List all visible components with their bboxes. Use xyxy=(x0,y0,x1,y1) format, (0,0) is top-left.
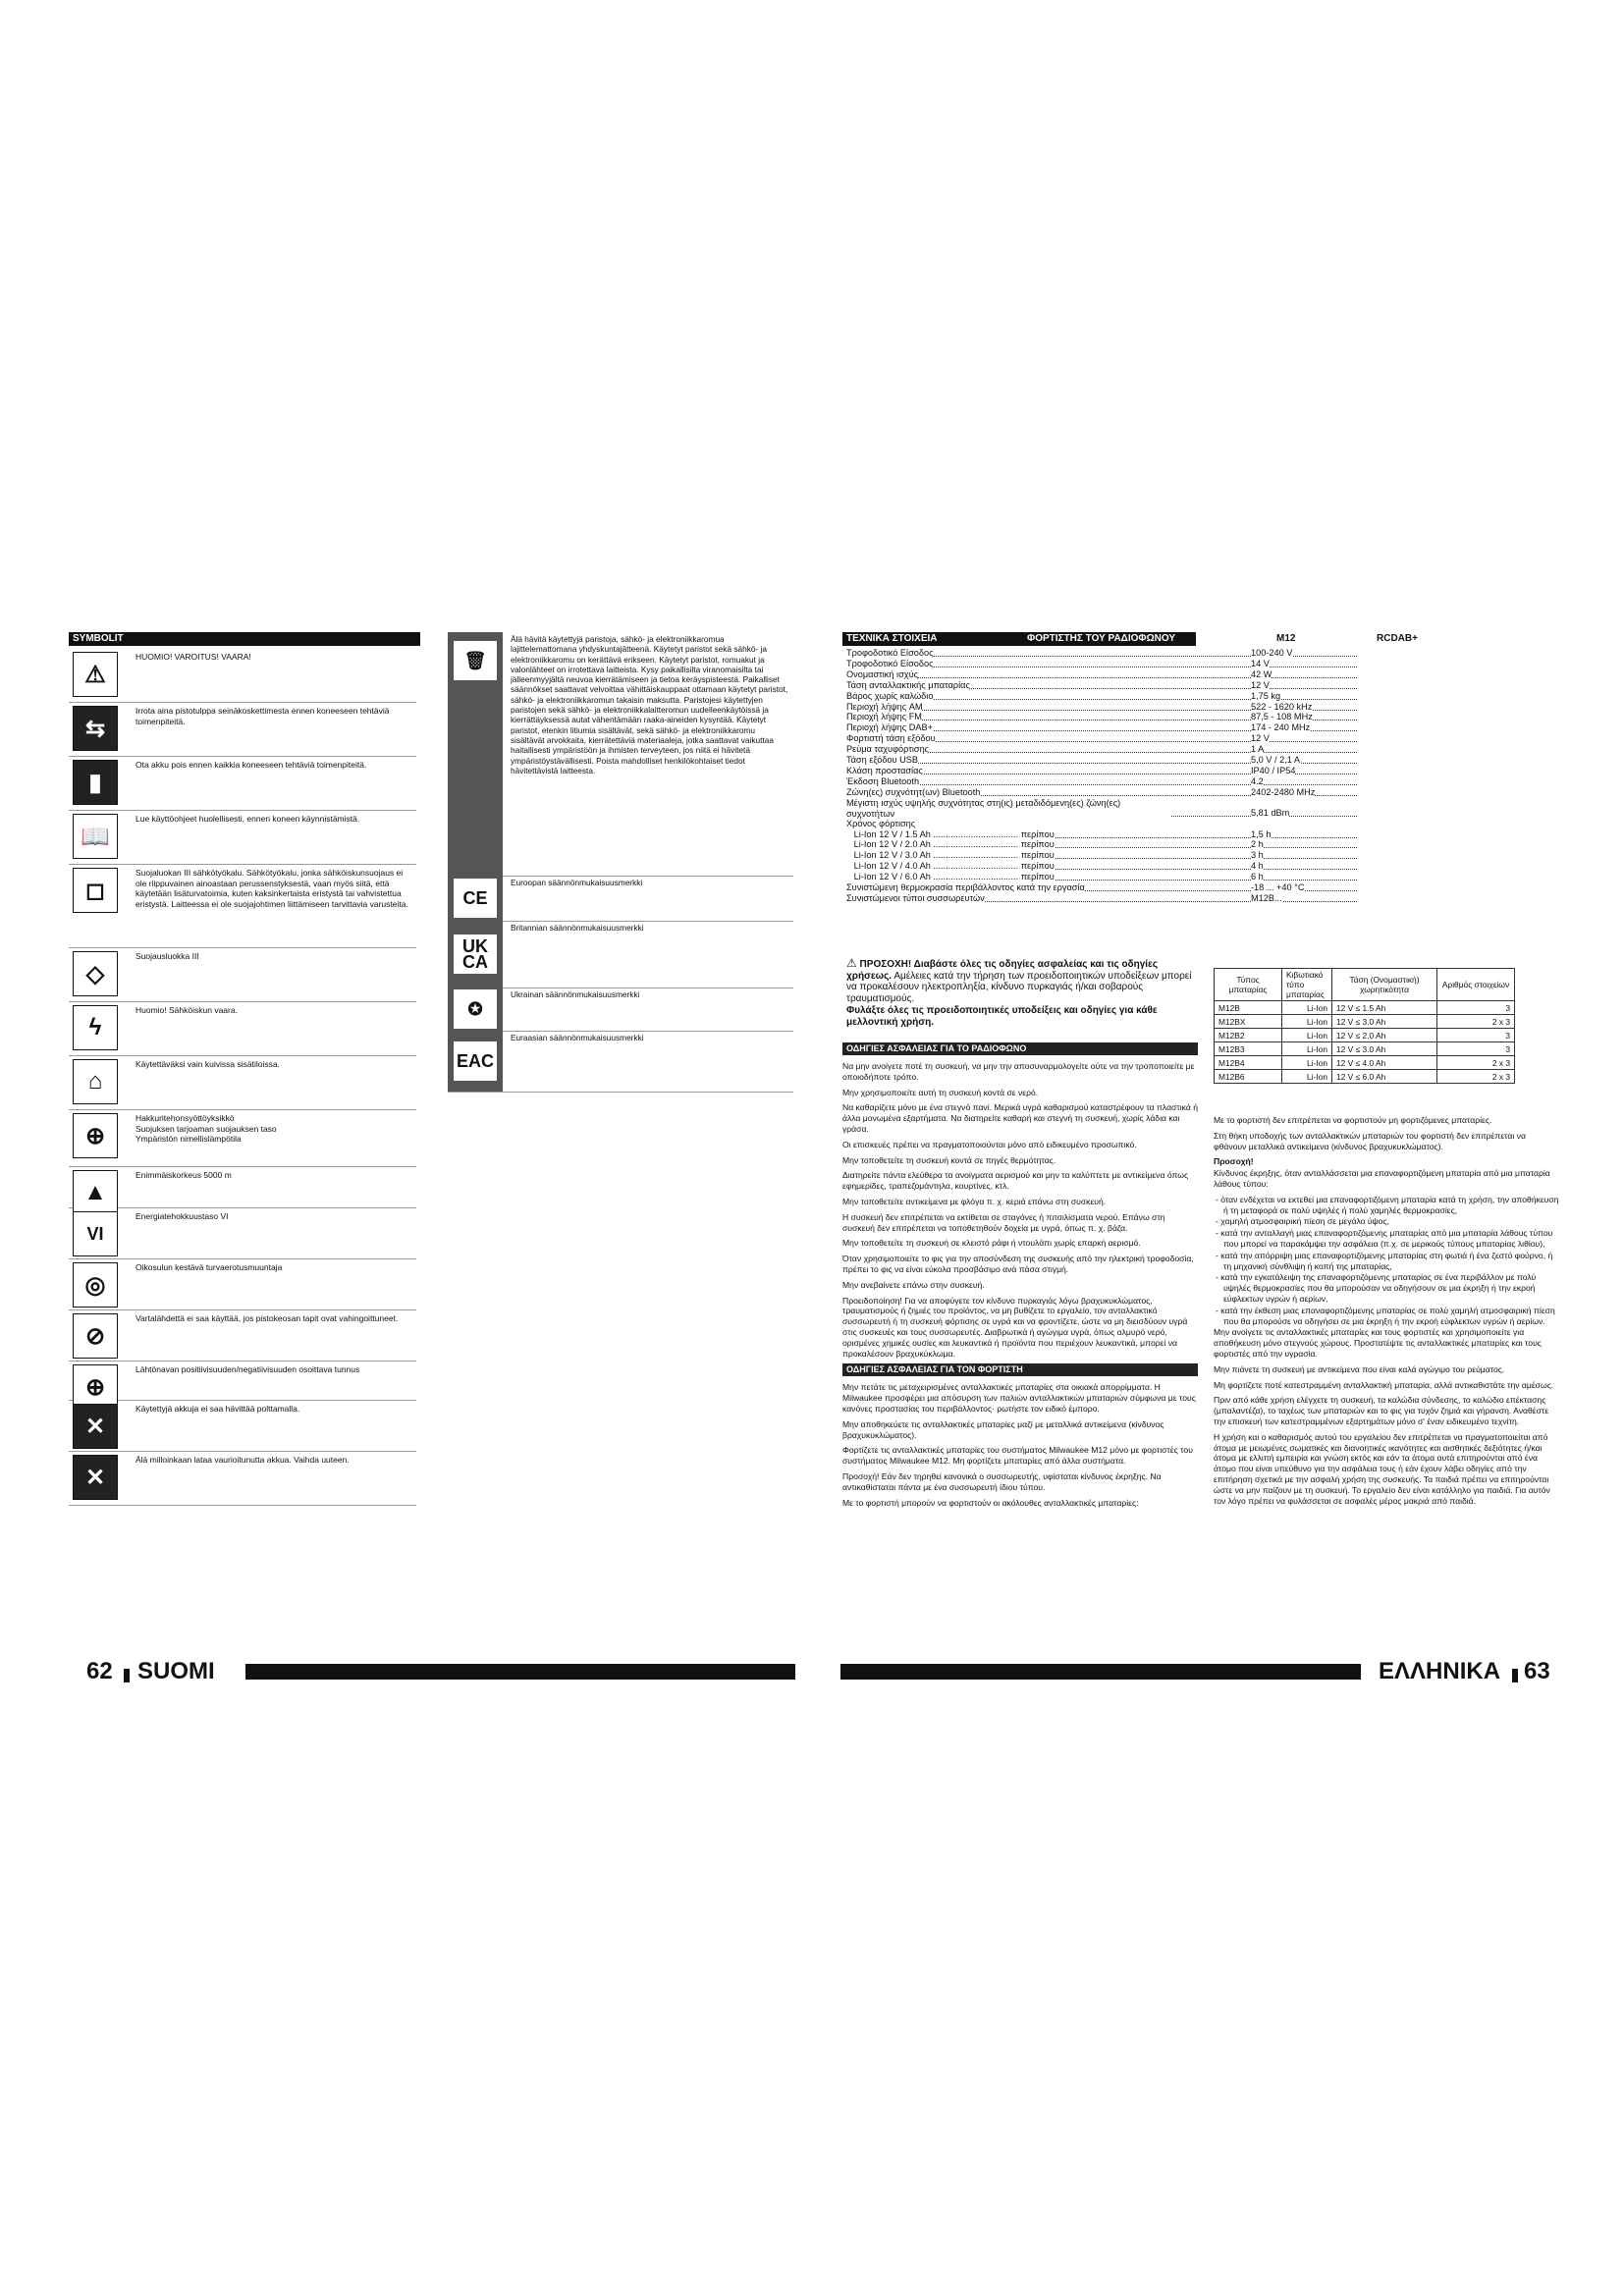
charger-section-title: ΟΔΗΓΙΕΣ ΑΣΦΑΛΕΙΑΣ ΓΙΑ ΤΟΝ ΦΟΡΤΙΣΤΗ xyxy=(842,1363,1198,1376)
symbol-row xyxy=(448,632,793,877)
symbol-text: Huomio! Sähköiskun vaara. xyxy=(135,1005,238,1015)
symbol-row xyxy=(69,864,416,948)
paragraph: Η χρήση και ο καθαρισμός αυτού του εργαλείου δεν επιτρέπεται να πραγματοποιείται από άτομα με μειωμένες σωματικές και διανοητικές ικανότητες και αισθητικές δεξιότητες ή/και άτομα με ελλιπή εμπειρία και γνώση εκτός και εάν τα άτομα αυτά επιτηρούνται από ένα άτομο που είναι υπεύθυνο για την ασφάλεια τους ή εάν έχουν λάβει οδηγίες από την επιτήρηση σχετικά με την ασφαλή χρήση της συσκευής. Τα παιδιά πρέπει να επιτηρούνται ώστε να μην παίζουν με τη συσκευή. Το εργαλείο δεν είναι κατάλληλο για παιδιά. Για αυτόν τον λόγο πρέπει να φυλάσσεται σε ασφαλές μέρος μακριά από παιδιά. xyxy=(1214,1431,1550,1506)
spec-row xyxy=(846,648,1357,659)
spec-value: 4 h xyxy=(1251,861,1264,872)
table-cell: M12B2 xyxy=(1215,1029,1282,1042)
spec-row xyxy=(846,872,1357,882)
paragraph: - χαμηλή ατμοσφαιρική πίεση σε μεγάλο ύψος, xyxy=(1216,1216,1389,1227)
table-cell: 12 V ≤ 1.5 Ah xyxy=(1332,1001,1437,1015)
paragraph: Μην τοποθετείτε τη συσκευή κοντά σε πηγές θερμότητας. xyxy=(842,1154,1056,1165)
spec-row xyxy=(846,712,1357,722)
warning-title: ΠΡΟΣΟΧΗ! Διαβάστε όλες τις οδηγίες ασφαλείας και τις οδηγίες χρήσεως. xyxy=(846,959,1159,982)
table-row xyxy=(1215,1070,1515,1084)
paragraph: Μην αποθηκεύετε τις ανταλλακτικές μπαταρίες μαζί με μεταλλικά αντικείμενα (κίνδυνος βραχυκυκλώματος). xyxy=(842,1418,1164,1440)
spec-row xyxy=(846,819,1357,829)
table-cell: 12 V ≤ 4.0 Ah xyxy=(1332,1056,1437,1070)
page-number: 62 xyxy=(86,1658,113,1684)
safety-transformer-icon: ◎ xyxy=(73,1262,118,1308)
symbol-row xyxy=(448,876,793,922)
symbol-text: Euroopan säännönmukaisuusmerkki xyxy=(511,878,643,887)
symbol-row xyxy=(69,1309,416,1362)
paragraph: Η συσκευή δεν επιτρέπεται να εκτίθεται σε σταγόνες ή πιτσιλίσματα νερού. Επάνω στη συσκευή δεν επιτρέπεται να τοποθετηθούν δοχεία με υγρά, όπως π. χ. βάζα. xyxy=(842,1211,1165,1233)
table-cell: Li-Ion xyxy=(1282,1070,1332,1084)
symbol-row xyxy=(69,1400,416,1452)
warning-text: Αμέλειες κατά την τήρηση των προειδοποιητικών υποδείξεων μπορεί να προκαλέσουν ηλεκτροπληξία, κίνδυνο πυρκαγιάς ή/και σοβαρούς τραυματισμούς. xyxy=(846,970,1192,1004)
radio-safety-column xyxy=(842,1039,1198,1513)
table-cell: Li-Ion xyxy=(1282,1029,1332,1042)
symbol-text: Lue käyttöohjeet huolellisesti, ennen koneen käynnistämistä. xyxy=(135,814,360,824)
symbol-row xyxy=(69,1109,416,1167)
spec-row xyxy=(846,755,1357,766)
no-wall-socket-icon: ⊘ xyxy=(73,1313,118,1359)
spec-label: Li-Ion 12 V / 4.0 Ah .................................. περίπου xyxy=(846,861,1055,872)
spec-row xyxy=(846,691,1357,702)
spec-label: Έκδοση Bluetooth xyxy=(846,775,920,786)
ukraine-mark-icon: ✪ xyxy=(448,988,503,1031)
spec-value: 5,81 dBm xyxy=(1251,807,1290,818)
spec-value: 42 W xyxy=(1251,668,1272,679)
battery-remove-icon: ▮ xyxy=(73,760,118,805)
manual-book-icon: 📖 xyxy=(73,814,118,859)
paragraph: Μην τοποθετείτε αντικείμενα με φλόγα π. χ. κεριά επάνω στη συσκευή. xyxy=(842,1196,1107,1206)
spec-value: 6 h xyxy=(1251,872,1264,882)
table-cell: 12 V ≤ 3.0 Ah xyxy=(1332,1015,1437,1029)
spec-row xyxy=(846,744,1357,755)
paragraph: - κατά την έκθεση μιας επαναφορτιζόμενης μπαταρίας σε πολύ χαμηλή ατμοσφαιρική πίεση που θα μπορούσε να οδηγήσει σε μια έκρηξη ή την εκροή εύφλεκτων υγρών ή αερίων. xyxy=(1216,1305,1555,1326)
warning-keep: Φυλάξτε όλες τις προειδοποιητικές υποδείξεις και οδηγίες για κάθε μελλοντική χρήση. xyxy=(846,1005,1158,1028)
spec-row xyxy=(846,776,1357,787)
symbol-text: Britannian säännönmukaisuusmerkki xyxy=(511,923,644,933)
spec-label: Μέγιστη ισχύς υψηλής συχνότητας στη(ις) μεταδιδόμενη(ες) ζώνη(ες) συχνοτήτων xyxy=(846,798,1170,819)
symbol-row xyxy=(69,1166,416,1208)
paragraph: Μην πιάνετε τη συσκευή με αντικείμενα που είναι καλά αγώγιμο του ρεύματος. xyxy=(1214,1363,1505,1374)
no-charge-damaged-icon: ✕ xyxy=(73,1455,118,1500)
symbol-row xyxy=(448,921,793,988)
weee-bin-icon: 🗑 xyxy=(448,632,503,876)
footer-language: SUOMI xyxy=(137,1658,215,1684)
symbol-row xyxy=(69,1001,416,1056)
table-cell: M12B xyxy=(1215,1001,1282,1015)
spec-label: Συνιστώμενοι τύποι συσσωρευτών xyxy=(846,892,985,903)
spec-label: Περιοχή λήψης AM xyxy=(846,701,923,712)
symbol-row xyxy=(69,702,416,757)
symbol-text: Käytettyjä akkuja ei saa hävittää polttamalla. xyxy=(135,1404,300,1414)
symbol-row xyxy=(69,648,416,703)
table-header: Κιβωτιακό τύπο μπαταρίας xyxy=(1282,969,1332,1001)
spec-value: 12 V xyxy=(1251,679,1270,690)
eac-mark-icon: EAC xyxy=(448,1031,503,1092)
table-cell: 2 x 3 xyxy=(1437,1070,1515,1084)
spec-row xyxy=(846,659,1357,669)
paragraph: Προειδοποίηση! Για να αποφύγετε τον κίνδυνο πυρκαγιάς λόγω βραχυκυκλώματος, τραυματισμούς ή ζημιές του προϊόντος, να μη βυθίζετε το εργαλείο, τον ανταλλακτικό συσσωρευτή ή τη συσκευή φόρτισης σε υγρά και να φροντίζετε, ώστε να μη διεισδύουν υγρά στις συσκευές και τους συσσωρευτές. Διαβρωτικά ή αγώγιμα υγρά, όπως αλμυρό νερό, ορισμένες χημικές ουσίες και λευκαντικά ή προϊόντα που περιέχουν λευκαντικά, μπορεί να προκαλέσουν βραχυκύκλωμα. xyxy=(842,1295,1188,1359)
symbol-text: Ukrainan säännönmukaisuusmerkki xyxy=(511,989,640,999)
symbol-row xyxy=(448,1031,793,1093)
spec-label: Τροφοδοτικό Είσοδος xyxy=(846,658,934,668)
paragraph: Να καθαρίζετε μόνο με ένα στεγνό πανί. Μερικά υγρά καθαρισμού καταστρέφουν τα πλαστικά ή άλλα μονωμένα εξαρτήματα. Να διατηρείτε καθαρή και στεγνή τη συσκευή, χωρίς λάδια και γράσα. xyxy=(842,1102,1198,1134)
spec-header xyxy=(842,632,1196,646)
table-cell: 3 xyxy=(1437,1001,1515,1015)
table-cell: 12 V ≤ 2.0 Ah xyxy=(1332,1029,1437,1042)
warning-block xyxy=(846,958,1196,1028)
paragraph: Με το φορτιστή δεν επιτρέπεται να φορτιστούν μη φορτιζόμενες μπαταρίες. xyxy=(1214,1115,1492,1125)
spec-label: Χρόνος φόρτισης xyxy=(846,818,916,828)
spec-value: 100-240 V xyxy=(1251,648,1293,658)
symbol-text: Enimmäiskorkeus 5000 m xyxy=(135,1170,232,1180)
symbol-row xyxy=(69,947,416,1002)
indoor-house-icon: ⌂ xyxy=(73,1059,118,1104)
spec-label: Ζώνη(ες) συχνότητ(ων) Bluetooth xyxy=(846,786,981,797)
spec-label: Τάση εξόδου USB xyxy=(846,755,919,765)
battery-table xyxy=(1214,968,1515,1084)
ukca-mark-icon: UK CA xyxy=(448,921,503,988)
spec-value: 87,5 - 108 MHz xyxy=(1251,712,1313,722)
paragraph: Να μην ανοίγετε ποτέ τη συσκευή, να μην την αποσυναρμολογείτε ούτε να την τροποποιείτε με οποιοδήποτε τρόπο. xyxy=(842,1061,1195,1082)
spec-row xyxy=(846,722,1357,733)
spec-label: Ονομαστική ισχύς xyxy=(846,668,919,679)
spec-row xyxy=(846,850,1357,861)
table-header: Τύπος μπαταρίας xyxy=(1215,969,1282,1001)
spec-value: 14 V xyxy=(1251,658,1270,668)
spec-row xyxy=(846,829,1357,840)
unplug-icon: ⇆ xyxy=(73,706,118,751)
table-header: Αριθμός στοιχείων xyxy=(1437,969,1515,1001)
spec-row xyxy=(846,702,1357,713)
table-cell: 3 xyxy=(1437,1029,1515,1042)
spec-row xyxy=(846,882,1357,893)
spec-label: Περιοχή λήψης DAB+ xyxy=(846,722,933,733)
table-cell: 12 V ≤ 3.0 Ah xyxy=(1332,1042,1437,1056)
class-iii-square-icon: ◻ xyxy=(73,868,118,913)
symbol-text: Hakkuritehonsyöttöyksikkö Suojuksen tarjoaman suojauksen taso Ympäristön nimellislämpötila xyxy=(135,1113,277,1144)
paragraph: Μην ανοίγετε τις ανταλλακτικές μπαταρίες και τους φορτιστές και χρησιμοποιείτε για αποθήκευση μόνο στεγνούς χώρους. Προστατέψτε τις ανταλλακτικές μπαταρίες και τους φορτιστές από την υγρασία. xyxy=(1214,1327,1542,1359)
spec-value: 174 - 240 MHz xyxy=(1251,722,1311,733)
spec-label: Περιοχή λήψης FM xyxy=(846,712,922,722)
spec-value: 4.2 xyxy=(1251,775,1264,786)
paragraph: Πριν από κάθε χρήση ελέγχετε τη συσκευή, τα καλώδια σύνδεσης, το καλώδιο επέκτασης (μπαλαντέζα), το ταχέως των μπαταριών και το φις για τυχόν ζημιά και γήρανση. Αναθέστε την επισκευή των κατεστραμμένων εξαρτημάτων μόνο σ' έναν ειδικευμένο τεχνίτη. xyxy=(1214,1395,1549,1426)
paragraph: Μην τοποθετείτε τη συσκευή σε κλειστό ράφι ή ντουλάπι χωρίς επαρκή αερισμό. xyxy=(842,1238,1141,1249)
temperature-globe-icon: ⊕ xyxy=(73,1113,118,1158)
symbol-text: Lähtönavan positiivisuuden/negatiivisuuden osoittava tunnus xyxy=(135,1364,360,1374)
spec-value: 5,0 V / 2,1 A xyxy=(1251,755,1301,765)
efficiency-vi-icon: VI xyxy=(73,1211,118,1256)
spec-row xyxy=(846,680,1357,691)
symbol-text: Energiatehokkuustaso VI xyxy=(135,1211,229,1221)
spec-label: Li-Ion 12 V / 2.0 Ah .................................. περίπου xyxy=(846,839,1055,850)
spec-row xyxy=(846,787,1357,798)
warning-icon: ⚠ xyxy=(846,956,857,970)
spec-row xyxy=(846,861,1357,872)
symbol-text: Oikosulun kestävä turvaerotusmuuntaja xyxy=(135,1262,283,1272)
symbol-row xyxy=(69,1361,416,1401)
table-row xyxy=(1215,1029,1515,1042)
spec-label: Li-Ion 12 V / 3.0 Ah .................................. περίπου xyxy=(846,850,1055,861)
spec-value: 1,75 kg xyxy=(1251,690,1281,701)
symbol-text: Ota akku pois ennen kaikkia koneeseen tehtäviä toimenpiteitä. xyxy=(135,760,367,770)
spec-label: Κλάση προστασίας xyxy=(846,765,923,775)
spec-header-charger: ΦΟΡΤΙΣΤΗΣ ΤΟΥ ΡΑΔΙΟΦΩΝΟΥ xyxy=(1027,633,1176,644)
table-cell: 3 xyxy=(1437,1042,1515,1056)
paragraph: Μην χρησιμοποιείτε αυτή τη συσκευή κοντά σε νερό. xyxy=(842,1087,1039,1097)
table-row xyxy=(1215,1042,1515,1056)
paragraph: Διατηρείτε πάντα ελεύθερα τα ανοίγματα αερισμού και μην τα καλύπτετε με αντικείμενα όπως εφημερίδες, τραπεζομάντηλα, κουρτίνες, κτλ. xyxy=(842,1170,1189,1192)
symbol-row xyxy=(69,810,416,865)
paragraph: Προσοχή! Εάν δεν τηρηθεί κανονικά ο συσσωρευτής, υφίσταται κίνδυνος έκρηξης. Να αντικαθίσταται πάντα με ένα συσσωρευτή ίδιου τύπου. xyxy=(842,1470,1162,1492)
paragraph: Κίνδυνος έκρηξης, όταν ανταλλάσσεται μια επαναφορτιζόμενη μπαταρία από μια μπαταρία λάθους τύπου: xyxy=(1214,1168,1550,1189)
paragraph: Όταν χρησιμοποιείτε το φις για την αποσύνδεση της συσκευής από την ηλεκτρική τροφοδοσία, πρέπει το φις να είναι εύκολα προσβάσιμο ανά πάσα στιγμή. xyxy=(842,1254,1194,1274)
paragraph: - κατά την ανταλλαγή μιας επαναφορτιζόμενης μπαταρίας από μια μπαταρία λάθους τύπου που μπορεί να παρακάμψει την ασφάλεια (π.χ. σε μερικούς τύπους μπαταρίας λιθίου), xyxy=(1216,1228,1553,1249)
ce-mark-icon: CE xyxy=(448,876,503,921)
spec-label: Ρεύμα ταχυφόρτισης xyxy=(846,744,930,755)
spec-value: 1,5 h xyxy=(1251,828,1272,839)
section-title: SYMBOLIT xyxy=(73,633,124,644)
spec-row xyxy=(846,766,1357,776)
spec-row xyxy=(846,669,1357,680)
spec-row xyxy=(846,893,1357,904)
spec-value: 3 h xyxy=(1251,850,1264,861)
spec-value: M12B... xyxy=(1251,892,1282,903)
altitude-icon: ▲ xyxy=(73,1170,118,1215)
table-cell: 2 x 3 xyxy=(1437,1015,1515,1029)
table-cell: Li-Ion xyxy=(1282,1056,1332,1070)
battery-no-fire-icon: ✕ xyxy=(73,1404,118,1449)
table-cell: Li-Ion xyxy=(1282,1042,1332,1056)
footer-left xyxy=(69,1658,795,1684)
spec-label: Τροφοδοτικό Είσοδος xyxy=(846,648,934,658)
radio-section-title: ΟΔΗΓΙΕΣ ΑΣΦΑΛΕΙΑΣ ΓΙΑ ΤΟ ΡΑΔΙΟΦΩΝΟ xyxy=(842,1042,1198,1055)
symbol-text: Irrota aina pistotulppa seinäkoskettimesta ennen koneeseen tehtäviä toimenpiteitä. xyxy=(135,706,390,726)
symbol-text: Vartalähdettä ei saa käyttää, jos pistokeosan tapit ovat vahingoittuneet. xyxy=(135,1313,399,1323)
paragraph: - κατά την απόρριψη μιας επαναφορτιζόμενης μπαταρίας στη φωτιά ή ένα ζεστό φούρνο, ή τη μηχανική σύνθλιψη ή κοπή της μπαταρίας, xyxy=(1216,1250,1553,1271)
electric-shock-icon: ϟ xyxy=(73,1005,118,1050)
polarity-icon: ⊕ xyxy=(73,1364,118,1410)
spec-value: 12 V xyxy=(1251,733,1270,744)
spec-label: Φορτιστή τάση εξόδου xyxy=(846,733,936,744)
spec-value: 2 h xyxy=(1251,839,1264,850)
symbol-text: Euraasian säännönmukaisuusmerkki xyxy=(511,1033,644,1042)
table-cell: Li-Ion xyxy=(1282,1001,1332,1015)
spec-row xyxy=(846,798,1357,819)
symbol-row xyxy=(69,756,416,811)
paragraph: Μην πετάτε τις μεταχειρισμένες ανταλλακτικές μπαταρίες στα οικιακά απορρίμματα. Η Milwaukee προσφέρει μια απόσυρση των παλιών ανταλλακτικών μπαταριών σύμφωνα με τους κανόνες προστασίας του περιβάλλοντος· ρωτήστε τον ειδικό έμπορο. xyxy=(842,1382,1196,1414)
table-cell: M12B4 xyxy=(1215,1056,1282,1070)
table-header: Τάση (Ονομαστική) χωρητικότητα xyxy=(1332,969,1437,1001)
spec-header-model: M12 xyxy=(1276,633,1296,644)
symbol-text: Älä hävitä käytettyjä paristoja, sähkö- ja elektroniikkaromua lajittelemattomana yhdyskuntajätteenä. Käytetyt paristot sekä sähkö- ja elektroniikkaromu on kerättävä erikseen. Käytetyt paristot, romuakut ja valonlähteet on irrotettava laitteista. Kysy paikallisilta viranomaisilta tai jälleenmyyjältä neuvoa kierrätämiseen ja tietoa keräyspisteestä. Paikalliset säännökset saattavat velvoittaa vähittäiskauppaat ottamaan käytetyt paristot, sähkö- ja elektroniikkaromun takaisin maksutta. Paristojesi käytettyjen paristojen sekä sähkö- ja elektroniikkalaitteromun uudelleenkäytöissä ja kierrättäyksessä autat vähentämään raaka-aineiden kysyntää. Käytetyt paristot, etenkin litiumia sisältävät, sekä sähkö- ja elektroniikkaromu sisältävät arvokkaita, kierrätettäviä materiaaleja, jotka saattavat vaikuttaa haitallisesti ympäristöön ja ihmisten terveyteen, jos niitä ei hävitetä ympäristöystävällisesti. Poista mahdolliset henkilökohtaiset tiedot hävitettävistä laitteesta. xyxy=(511,634,788,775)
table-cell: M12B3 xyxy=(1215,1042,1282,1056)
spec-row xyxy=(846,839,1357,850)
table-row xyxy=(1215,1056,1515,1070)
paragraph: - κατά την εγκατάλειψη της επαναφορτιζόμενης μπαταρίας σε ένα περιβάλλον με πολύ υψηλές θερμοκρασίες που θα μπορούσαν να οδηγήσουν σε μια έκρηξη ή την εκροή εύφλεκτων υγρών ή αερίων, xyxy=(1216,1272,1537,1304)
spec-label: Τάση ανταλλακτικής μπαταρίας xyxy=(846,679,970,690)
spec-value: IP40 / IP54 xyxy=(1251,765,1296,775)
symbol-text: Suojaluokan III sähkötyökalu. Sähkötyökalu, jonka sähköiskunsuojaus ei ole riippuvainen ainoastaan perussenstyksestä, vaan myös siitä, että käytetään lisäturvatoimia, kuten kaksinkertaista eristystä tai vahvistettua eristystä. Laitteessa ei ole suojajohtimen liittämiseen tarvittavia varusteita. xyxy=(135,868,408,909)
class-iii-diamond-icon: ◇ xyxy=(73,951,118,996)
table-cell: 2 x 3 xyxy=(1437,1056,1515,1070)
paragraph: Μην ανεβαίνετε επάνω στην συσκευή. xyxy=(842,1279,985,1290)
table-cell: Li-Ion xyxy=(1282,1015,1332,1029)
spec-label: Συνιστώμενη θερμοκρασία περιβάλλοντος κατά την εργασία xyxy=(846,882,1085,892)
spec-value: 522 - 1620 kHz xyxy=(1251,701,1313,712)
paragraph: Φορτίζετε τις ανταλλακτικές μπαταρίες του συστήματος Milwaukee M12 μόνο με φορτιστές του συστήματος Milwaukee M12. Μη φορτίζετε μπαταρίες από άλλα συστήματα. xyxy=(842,1445,1193,1467)
page-number: 63 xyxy=(1524,1658,1550,1684)
paragraph: Με το φορτιστή μπορούν να φορτιστούν οι ακόλουθες ανταλλακτικές μπαταρίες: xyxy=(842,1497,1139,1508)
symbol-text: Käytettäväksi vain kuivissa sisätiloissa. xyxy=(135,1059,280,1069)
symbol-row xyxy=(69,1451,416,1506)
spec-value: 1 A xyxy=(1251,744,1265,755)
symbol-row xyxy=(69,1055,416,1110)
spec-label: Li-Ion 12 V / 1.5 Ah .................................. περίπου xyxy=(846,828,1055,839)
table-cell: M12B6 xyxy=(1215,1070,1282,1084)
paragraph: Προσοχή! xyxy=(1214,1156,1254,1167)
paragraph: Μη φορτίζετε ποτέ κατεστραμμένη ανταλλακτική μπαταρία, αλλά αντικαθιστάτε την αμέσως. xyxy=(1214,1379,1554,1390)
table-cell: 12 V ≤ 6.0 Ah xyxy=(1332,1070,1437,1084)
table-cell: M12BX xyxy=(1215,1015,1282,1029)
spec-row xyxy=(846,733,1357,744)
spec-label: Li-Ion 12 V / 6.0 Ah .................................. περίπου xyxy=(846,872,1055,882)
table-row xyxy=(1215,1015,1515,1029)
symbol-row xyxy=(448,988,793,1032)
footer-language: ΕΛΛΗΝΙΚΑ xyxy=(1379,1658,1501,1684)
spec-header-model-2: RCDAB+ xyxy=(1377,633,1418,644)
footer-right xyxy=(840,1658,1567,1684)
spec-value: 2402-2480 MHz xyxy=(1251,786,1316,797)
section-header-symbols xyxy=(69,632,420,646)
table-row xyxy=(1215,1001,1515,1015)
symbol-text: HUOMIO! VAROITUS! VAARA! xyxy=(135,652,251,662)
warning-triangle-icon: ⚠ xyxy=(73,652,118,697)
symbol-row xyxy=(69,1207,416,1259)
paragraph: Οι επισκευές πρέπει να πραγματοποιούνται μόνο από ειδικευμένο προσωπικό. xyxy=(842,1139,1137,1149)
charger-notes-column xyxy=(1214,1115,1559,1511)
spec-value: -18 ... +40 °C xyxy=(1251,882,1305,892)
symbol-text: Älä milloinkaan lataa vaurioitunutta akkua. Vaihda uuteen. xyxy=(135,1455,350,1465)
spec-header-tech: ΤΕΧΝΙΚΑ ΣΤΟΙΧΕΙΑ xyxy=(846,633,938,644)
symbol-row xyxy=(69,1258,416,1310)
spec-label: Βάρος χωρίς καλώδιο xyxy=(846,690,934,701)
symbol-text: Suojausluokka III xyxy=(135,951,199,961)
paragraph: - όταν ενδέχεται να εκτεθεί μια επαναφορτιζόμενη μπαταρία κατά τη χρήση, την αποθήκευση ή τη μεταφορά σε πολύ υψηλές ή πολύ χαμηλές θερμοκρασίες, xyxy=(1216,1194,1559,1215)
paragraph: Στη θήκη υποδοχής των ανταλλακτικών μπαταριών του φορτιστή δεν επιτρέπεται να φθάνουν μεταλλικά αντικείμενα (κίνδυνος βραχυκυκλώματος). xyxy=(1214,1130,1526,1151)
